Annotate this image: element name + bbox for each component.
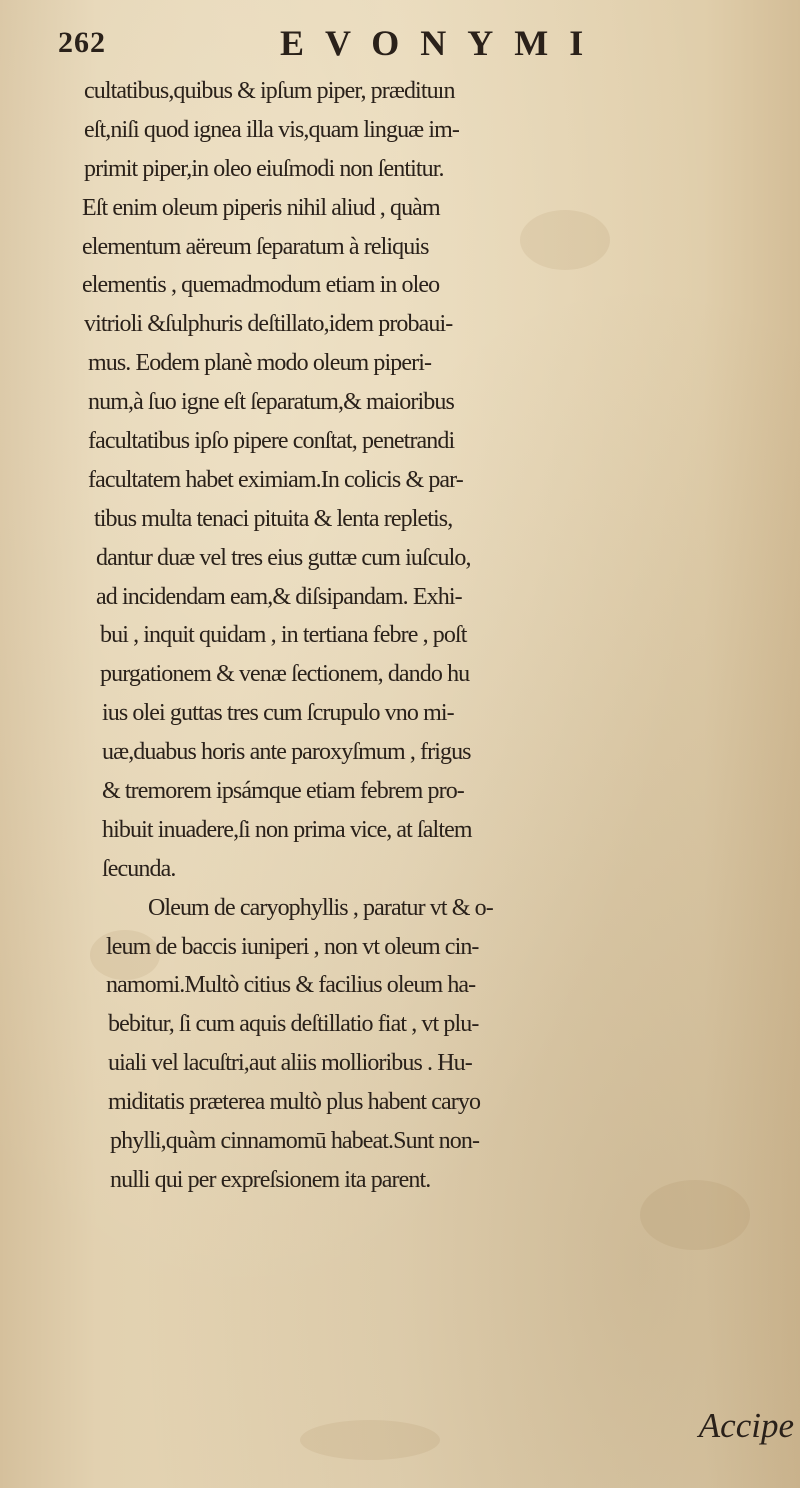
text-line: Eſt enim oleum piperis nihil aliud , quàm (82, 194, 440, 221)
text-line: mus. Eodem planè modo oleum piperi- (88, 350, 432, 377)
text-line: facultatibus ipſo pipere conſtat, penetrandi (88, 428, 455, 455)
text-line: num,à ſuo igne eſt ſeparatum,& maioribus (88, 389, 454, 416)
text-line: eſt,niſi quod ignea illa vis,quam linguæ im- (84, 116, 460, 143)
text-line: phylli,quàm cinnamomū habeat.Sunt non- (110, 1128, 480, 1155)
text-line: ſecunda. (102, 855, 176, 882)
text-line: ad incidendam eam,& diſsipandam. Exhi- (96, 583, 462, 610)
text-line: purgationem & venæ ſectionem, dando hu (100, 661, 470, 688)
text-line: primit piper,in oleo eiuſmodi non ſentitur. (84, 155, 444, 182)
body-text (70, 72, 800, 1200)
text-line: cultatibus,quibus & ipſum piper, prædituın (84, 78, 455, 104)
text-line: bui , inquit quidam , in tertiana febre , poſt (100, 622, 467, 649)
text-line: uæ,duabus horis ante paroxyſmum , frigus (102, 739, 471, 766)
page-number: 262 (58, 26, 106, 59)
text-line: miditatis præterea multò plus habent caryo (108, 1089, 481, 1116)
paper-stain (300, 1420, 440, 1460)
catchword: Accipe (698, 1406, 794, 1445)
text-line: Oleum de caryophyllis , paratur vt & o- (148, 894, 493, 921)
page-header (58, 20, 760, 68)
text-line: ius olei guttas tres cum ſcrupulo vno mi- (102, 700, 454, 727)
text-line: dantur duæ vel tres eius guttæ cum iuſculo, (96, 544, 471, 571)
text-line: facultatem habet eximiam.In colicis & par- (88, 466, 463, 493)
text-line: elementum aëreum ſeparatum à reliquis (82, 233, 429, 260)
text-line: vitrioli &ſulphuris deſtillato,idem probaui- (84, 311, 453, 338)
text-line: & tremorem ipsámque etiam febrem pro- (102, 778, 464, 805)
text-line: nulli qui per expreſsionem ita parent. (110, 1166, 431, 1193)
text-line: hibuit inuadere,ſi non prima vice, at ſaltem (102, 816, 472, 843)
text-line: bebitur, ſi cum aquis deſtillatio fiat , vt plu- (108, 1011, 479, 1038)
text-line: tibus multa tenaci pituita & lenta repletis, (94, 505, 453, 532)
text-line: elementis , quemadmodum etiam in oleo (82, 272, 440, 299)
running-head: EVONYMI (280, 23, 605, 63)
text-line: uiali vel lacuſtri,aut aliis mollioribus . Hu- (108, 1050, 472, 1077)
text-line: namomi.Multò citius & facilius oleum ha- (106, 972, 476, 999)
text-line: leum de baccis iuniperi , non vt oleum cin- (106, 933, 479, 960)
